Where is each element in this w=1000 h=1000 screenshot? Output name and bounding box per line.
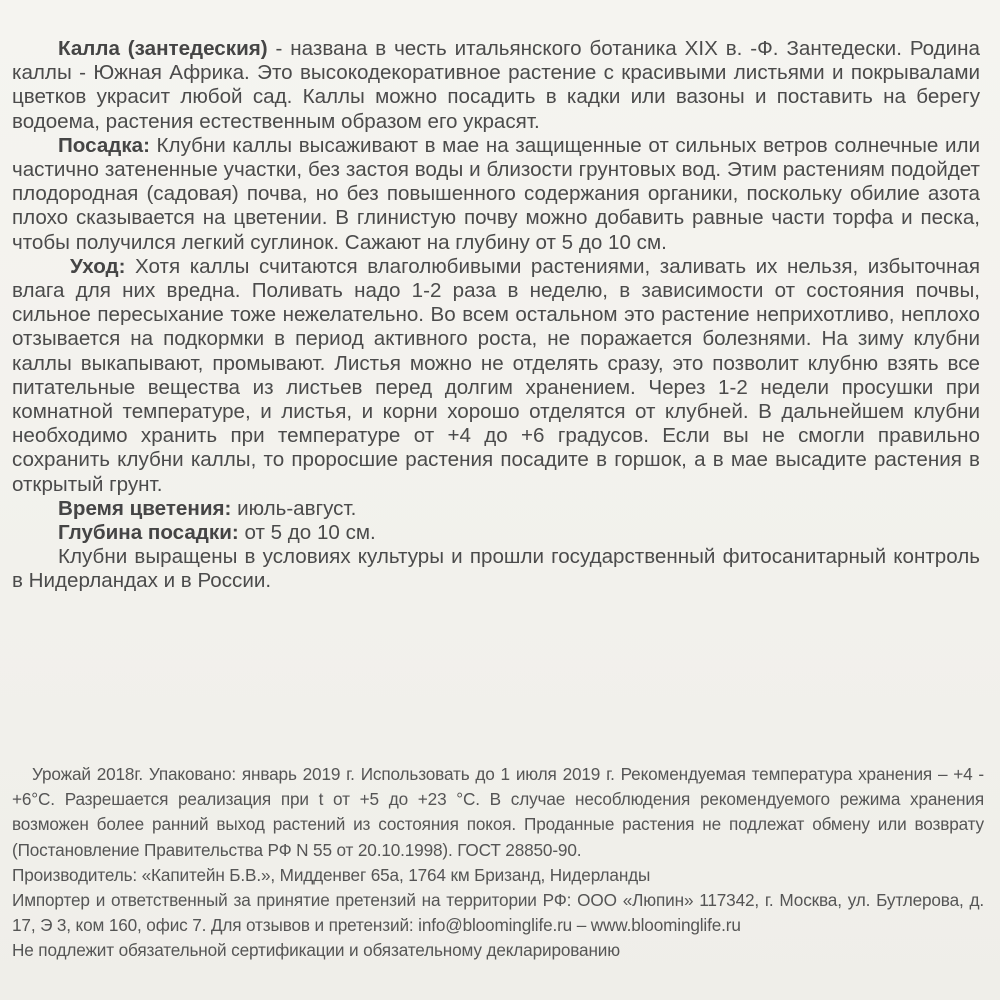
intro-text: - названа в честь итальянского ботаника XIX в. -Ф. Зантедески. Родина каллы - Южная Африка. Это высокодекоративное растение с красивыми листьями и покрывалами цветков украсит любой сад. Каллы можно посадить в кадки или вазоны и поставить на берегу водоема, растения естественным образом его украсят. — [12, 37, 980, 133]
bloom-label: Время цветения: — [58, 496, 232, 520]
bloom-paragraph — [12, 497, 980, 521]
care-paragraph — [12, 255, 980, 497]
care-text: Хотя каллы считаются влаголюбивыми растениями, заливать их нельзя, избыточная влага для них вредна. Поливать надо 1-2 раза в неделю, в зависимости от состояния почвы, сильное пересыхание тоже нежелательно. Во всем остальном это растение неприхотливо, неплохо отзывается на подкормки в период активного роста, не поражается болезнями. На зиму клубни каллы выкапывают, промывают. Листья можно не отделять сразу, это позволит клубню взять все питательные вещества из листьев перед долгим хранением. Через 1-2 недели просушки при комнатной температуре, и листья, и корни хорошо отделятся от клубней. В дальнейшем клубни необходимо хранить при температуре от +4 до +6 градусов. Если вы не смогли правильно сохранить клубни каллы, то проросшие растения посадите в горшок, а в мае высадите растения в открытый грунт. — [12, 254, 980, 496]
producer-note: Производитель: «Капитейн Б.В.», Мидденвег 65а, 1764 км Бризанд, Нидерланды — [12, 864, 651, 885]
depth-text: от 5 до 10 см. — [238, 521, 376, 545]
harvest-note: Урожай 2018г. Упаковано: январь 2019 г. Использовать до 1 июля 2019 г. Рекомендуемая температура хранения – +4 - +6°С. Разрешается реализация при t от +5 до +23 °С. В случае несоблюдения рекомендуемого режима хранения возможен более ранний выход растений из состояния покоя. Проданные растения не подлежат обмену или возврату (Постановление Правительства РФ N 55 от 20.10.1998). ГОСТ 28850-90. — [12, 764, 984, 860]
intro-paragraph — [12, 37, 980, 134]
importer-note: Импортер и ответственный за принятие претензий на территории РФ: ООО «Люпин» 117342, г. Москва, ул. Бутлерова, д. 17, Э 3, ком 160, офис 7. Для отзывов и претензий: info@bloominglife.ru – www.bloominglife.ru — [12, 890, 984, 936]
disclaimer-note: Не подлежит обязательной сертификации и обязательному декларированию — [12, 940, 620, 961]
bloom-text: июль-август. — [231, 496, 357, 520]
certification-paragraph: Клубни выращены в условиях культуры и прошли государственный фитосанитарный контроль в Нидерландах и в России. — [12, 545, 980, 593]
care-label: Уход: — [70, 254, 126, 278]
planting-label: Посадка: — [58, 133, 150, 157]
plant-title: Калла (зантедеския) — [58, 37, 268, 60]
storage-notes — [12, 762, 984, 964]
depth-paragraph — [12, 521, 980, 545]
planting-paragraph — [12, 134, 980, 255]
depth-label: Глубина посадки: — [58, 521, 239, 545]
planting-text: Клубни каллы высаживают в мае на защищенные от сильных ветров солнечные или частично затененные участки, без застоя воды и близости грунтовых вод. Этим растениям подойдет плодородная (садовая) почва, но без повышенного содержания органики, поскольку обилие азота плохо сказывается на цветении. В глинистую почву можно добавить равные части торфа и песка, чтобы получился легкий суглинок. Сажают на глубину от 5 до 10 см. — [12, 133, 980, 254]
main-description — [12, 37, 980, 594]
